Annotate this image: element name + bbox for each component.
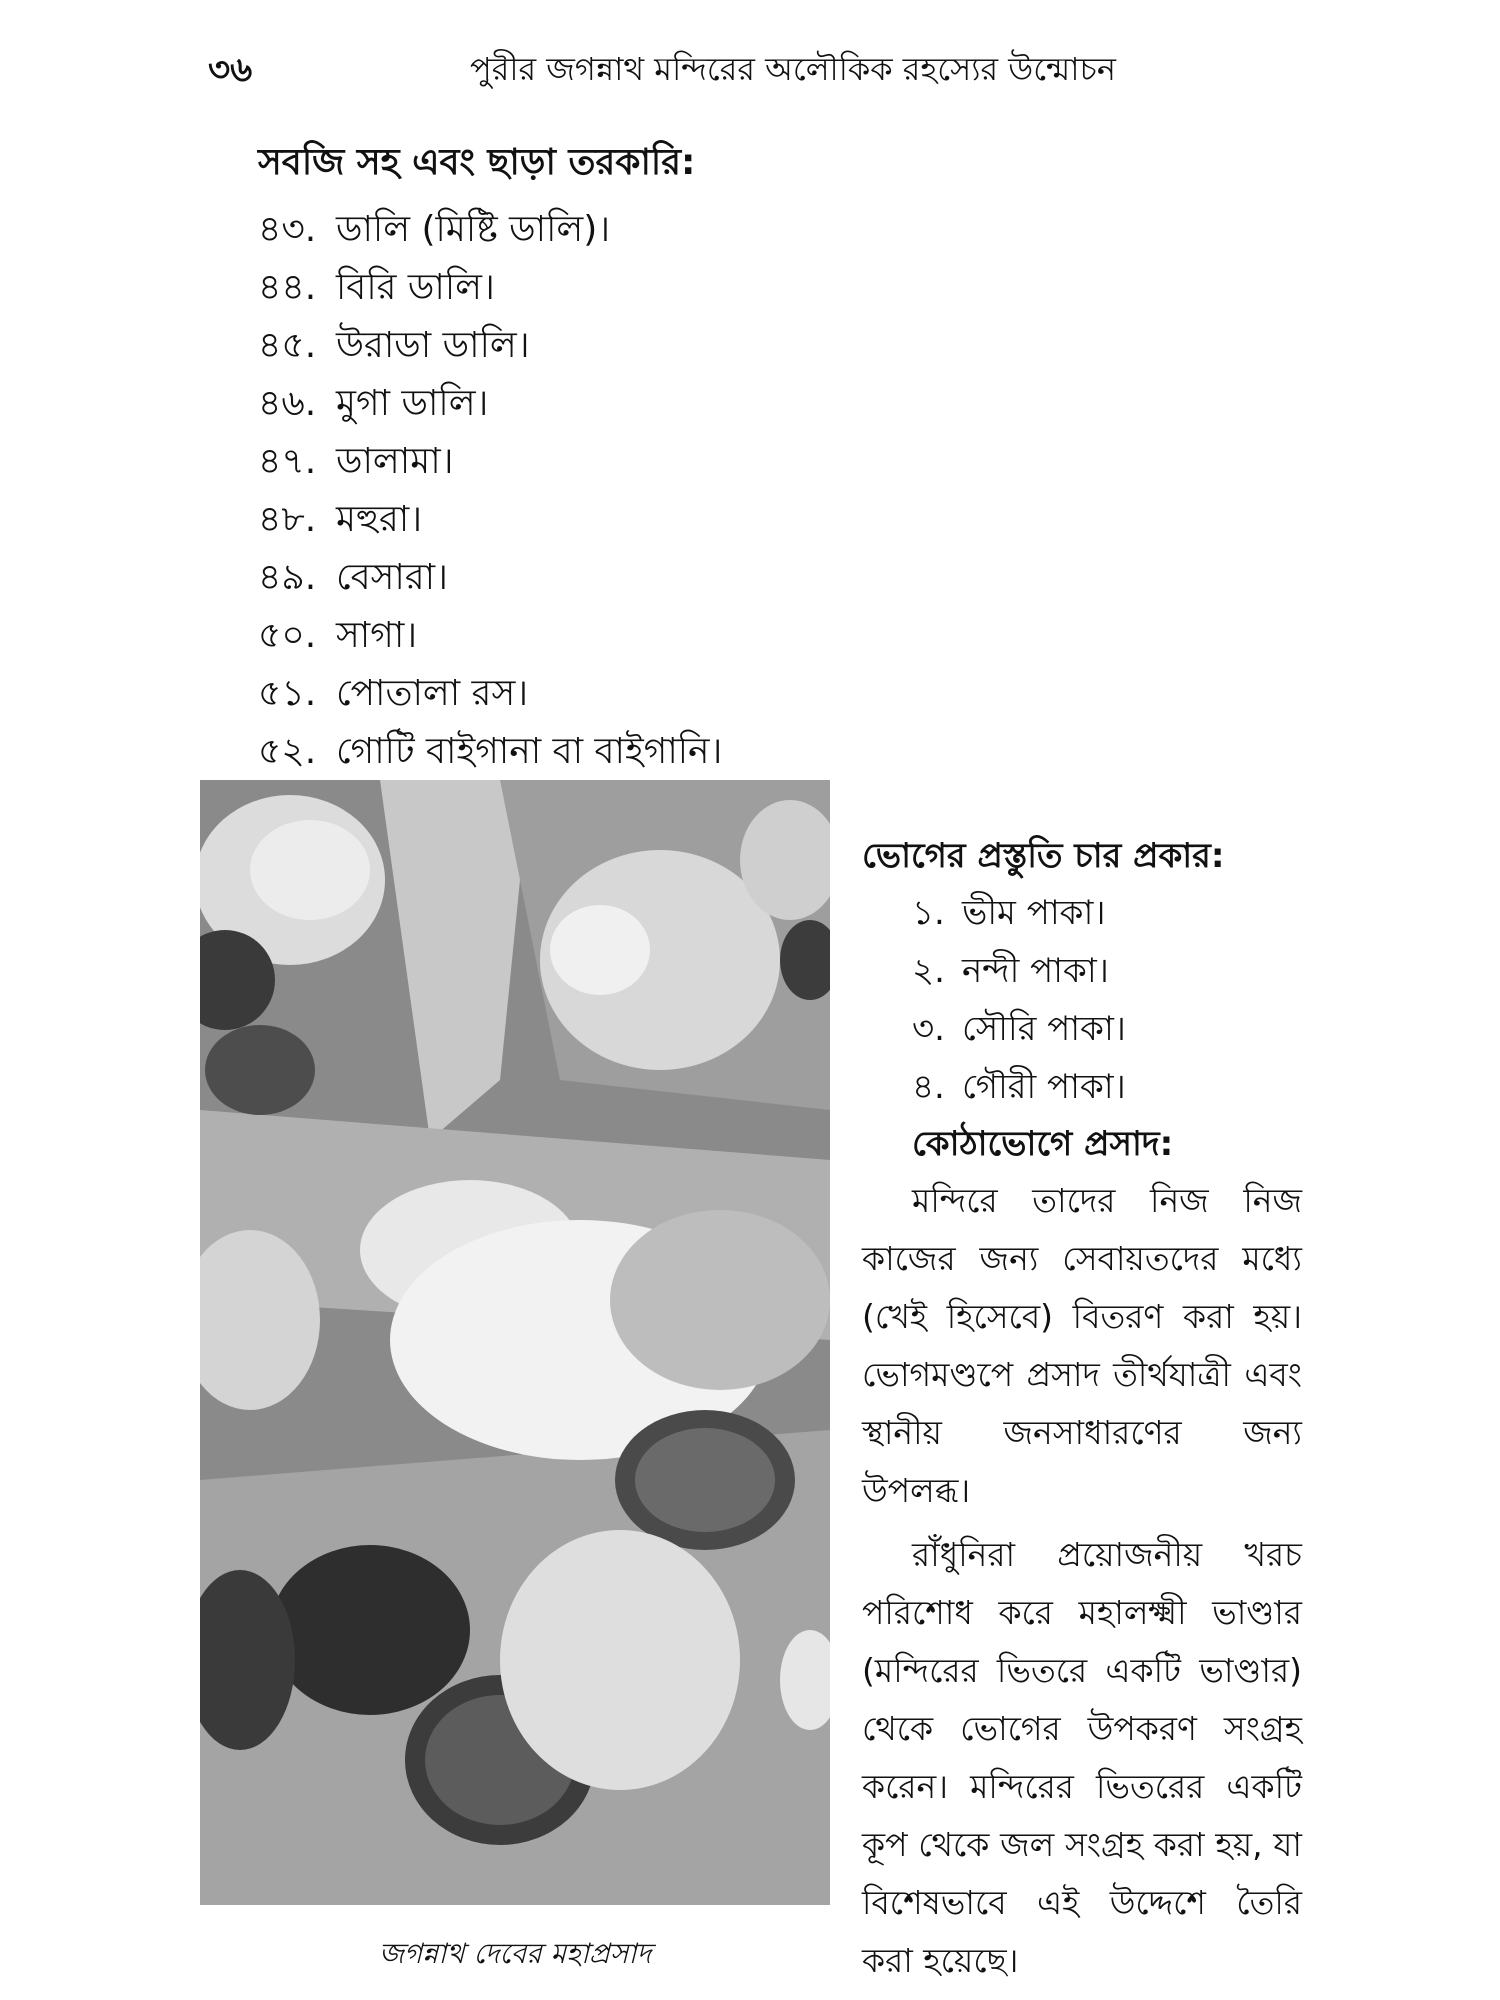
- list-item: [258, 607, 722, 665]
- item-number: ৪৪.: [258, 267, 317, 308]
- paragraph-1: মন্দিরে তাদের নিজ নিজ কাজের জন্য সেবায়তদের মধ্যে (খেই হিসেবে) বিতরণ করা হয়। ভোগমণ্ডপে প্রসাদ তীর্থযাত্রী এবং স্থানীয় জনসাধারণের জন্য উপলব্ধ।: [862, 1181, 1302, 1510]
- list-item: [862, 1058, 1302, 1116]
- vegetable-curry-section: [258, 135, 722, 781]
- kothabhog-heading: কোঠাভোগে প্রসাদ:: [912, 1124, 1174, 1164]
- item-text: ভীম পাকা।: [962, 893, 1106, 933]
- list-item: [862, 884, 1302, 942]
- item-text: সৌরি পাকা।: [962, 1009, 1126, 1049]
- bhog-section: [862, 828, 1302, 1990]
- item-text: ডালি (মিষ্টি ডালি)।: [336, 209, 611, 250]
- item-text: বেসারা।: [336, 557, 448, 598]
- item-number: ৪৭.: [258, 441, 317, 482]
- item-number: ৪৬.: [258, 383, 317, 424]
- item-number: ৪৮.: [258, 499, 317, 540]
- list-item: [258, 433, 722, 491]
- section-heading: সবজি সহ এবং ছাড়া তরকারি:: [258, 142, 696, 183]
- page-number: ৩৬: [208, 50, 253, 90]
- item-number: ২.: [912, 951, 945, 991]
- item-text: গৌরী পাকা।: [962, 1067, 1126, 1107]
- item-text: বিরি ডালি।: [336, 267, 495, 308]
- list-item: [258, 723, 722, 781]
- list-item: [258, 665, 722, 723]
- list-item: [258, 549, 722, 607]
- list-item: [258, 259, 722, 317]
- item-number: ৫২.: [258, 731, 317, 772]
- list-item: [862, 1000, 1302, 1058]
- item-text: ডালামা।: [336, 441, 454, 482]
- list-item: [258, 317, 722, 375]
- item-text: নন্দী পাকা।: [962, 951, 1109, 991]
- item-text: সাগা।: [336, 615, 418, 656]
- item-text: পোতালা রস।: [336, 673, 529, 714]
- paragraph-2: রাঁধুনিরা প্রয়োজনীয় খরচ পরিশোধ করে মহালক্ষ্মী ভাণ্ডার (মন্দিরের ভিতরে একটি ভাণ্ডার) থেকে ভোগের উপকরণ সংগ্রহ করেন। মন্দিরের ভিতরের একটি কূপ থেকে জল সংগ্রহ করা হয়, যা বিশেষভাবে এই উদ্দেশে তৈরি করা হয়েছে।: [862, 1535, 1302, 1980]
- item-text: মুগা ডালি।: [336, 383, 489, 424]
- running-title: পুরীর জগন্নাথ মন্দিরের অলৌকিক রহস্যের উন্মোচন: [470, 50, 1116, 88]
- item-number: ১.: [912, 893, 945, 933]
- list-item: [258, 201, 722, 259]
- item-text: উরাডা ডালি।: [336, 325, 530, 366]
- item-text: মহুরা।: [336, 499, 423, 540]
- item-number: ৩.: [912, 1009, 945, 1049]
- item-number: ৪৫.: [258, 325, 317, 366]
- item-number: ৫১.: [258, 673, 317, 714]
- item-text: গোটি বাইগানা বা বাইগানি।: [336, 731, 723, 772]
- item-number: ৪৩.: [258, 209, 317, 250]
- item-number: ৫০.: [258, 615, 317, 656]
- bhog-types-heading: ভোগের প্রস্তুতি চার প্রকার:: [862, 836, 1225, 876]
- list-item: [258, 375, 722, 433]
- photo-caption: জগন্নাথ দেবের মহাপ্রসাদ: [378, 1937, 652, 1970]
- mahaprasad-photo: [200, 780, 830, 1905]
- list-item: [258, 491, 722, 549]
- item-number: ৪৯.: [258, 557, 317, 598]
- item-number: ৪.: [912, 1067, 945, 1107]
- list-item: [862, 942, 1302, 1000]
